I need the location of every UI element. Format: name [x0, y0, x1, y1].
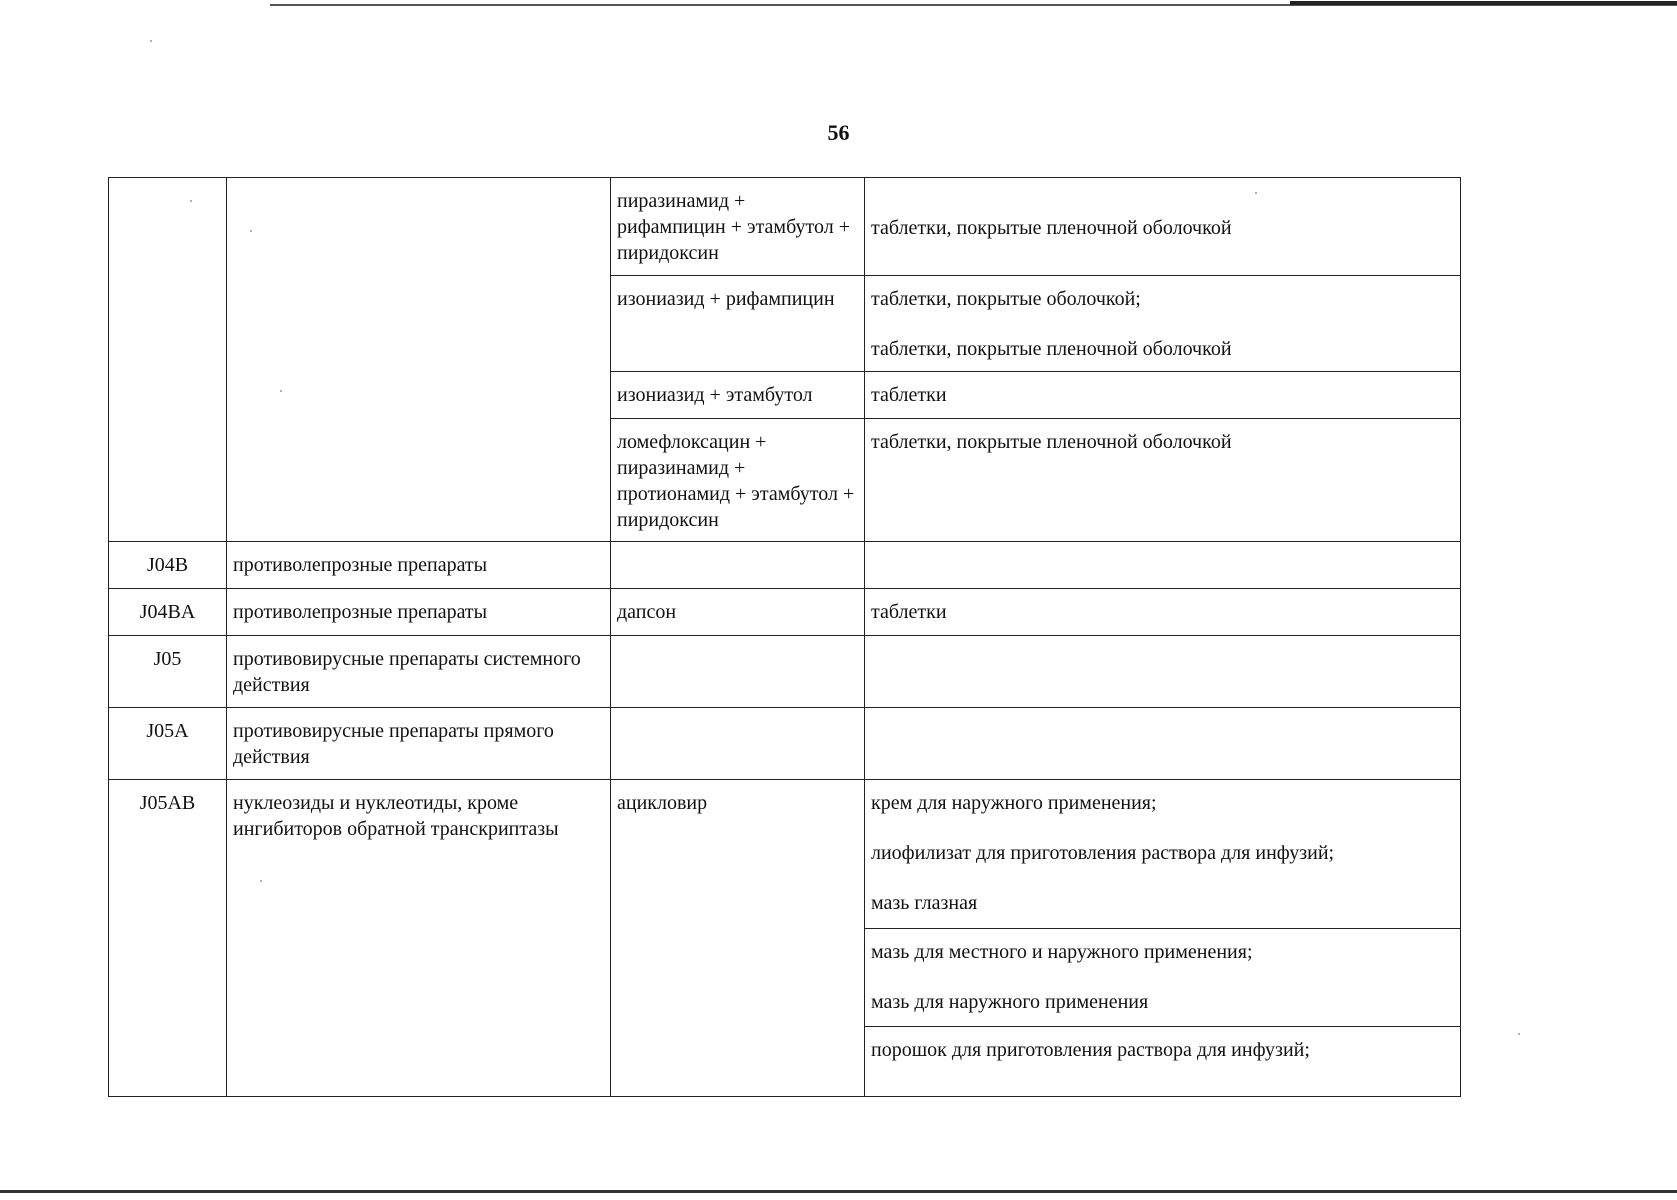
scan-speck	[1518, 1033, 1520, 1035]
dosage-form: мазь для наружного применения	[871, 991, 1149, 1013]
medicines-table	[108, 177, 1461, 1097]
pharmacological-group-cell: противолепрозные препараты	[227, 589, 611, 636]
dosage-form-cell	[865, 419, 1461, 542]
dosage-form-cell	[865, 1027, 1461, 1097]
atc-code-cell: J04B	[109, 542, 227, 589]
dosage-form: таблетки, покрытые пленочной оболочкой	[871, 431, 1232, 453]
atc-code-cell: J04BA	[109, 589, 227, 636]
dosage-form-cell	[865, 589, 1461, 636]
table-row	[109, 780, 1461, 929]
substance-cell: пиразинамид + рифампицин + этамбутол + пиридоксин	[611, 178, 865, 276]
table-row	[109, 636, 1461, 708]
dosage-form-cell	[865, 178, 1461, 276]
dosage-form-cell	[865, 542, 1461, 589]
substance-cell: ацикловир	[611, 780, 865, 1097]
dosage-form: таблетки, покрытые оболочкой;	[871, 288, 1141, 310]
table-row	[109, 542, 1461, 589]
substance-cell: изониазид + этамбутол	[611, 372, 865, 419]
dosage-form: таблетки, покрытые пленочной оболочкой	[871, 338, 1232, 360]
dosage-form-cell	[865, 780, 1461, 929]
atc-code-cell: J05	[109, 636, 227, 708]
scan-edge-bottom	[0, 1190, 1677, 1193]
substance-cell: дапсон	[611, 589, 865, 636]
table-row	[109, 178, 1461, 276]
dosage-form-cell	[865, 708, 1461, 780]
atc-code-cell: J05A	[109, 708, 227, 780]
pharmacological-group-cell: противолепрозные препараты	[227, 542, 611, 589]
dosage-form: крем для наружного применения;	[871, 792, 1157, 814]
dosage-form: порошок для приготовления раствора для инфузий;	[871, 1039, 1310, 1061]
dosage-form-cell	[865, 929, 1461, 1027]
page-number: 56	[827, 120, 850, 145]
dosage-form-cell	[865, 636, 1461, 708]
pharmacological-group-cell: нуклеозиды и нуклеотиды, кроме ингибиторов обратной транскриптазы	[227, 780, 611, 1097]
substance-cell: изониазид + рифампицин	[611, 276, 865, 372]
pharmacological-group-cell: противовирусные препараты системного действия	[227, 636, 611, 708]
dosage-form: таблетки	[871, 384, 947, 406]
scan-speck	[150, 40, 152, 42]
pharmacological-group-cell	[227, 178, 611, 542]
substance-cell	[611, 708, 865, 780]
pharmacological-group-cell: противовирусные препараты прямого действия	[227, 708, 611, 780]
dosage-form: мазь глазная	[871, 892, 978, 914]
dosage-form: таблетки	[871, 601, 947, 623]
atc-code-cell: J05AB	[109, 780, 227, 1097]
dosage-form: мазь для местного и наружного применения;	[871, 941, 1253, 963]
dosage-form-cell	[865, 276, 1461, 372]
dosage-form: лиофилизат для приготовления раствора для инфузий;	[871, 842, 1335, 864]
substance-cell	[611, 636, 865, 708]
dosage-form: таблетки, покрытые пленочной оболочкой	[871, 216, 1232, 239]
scan-edge-top-thick	[1290, 1, 1677, 5]
atc-code-cell	[109, 178, 227, 542]
table-row	[109, 589, 1461, 636]
substance-cell	[611, 542, 865, 589]
dosage-form-cell	[865, 372, 1461, 419]
substance-cell: ломефлоксацин + пиразинамид + протионамид + этамбутол + пиридоксин	[611, 419, 865, 542]
table-row	[109, 708, 1461, 780]
